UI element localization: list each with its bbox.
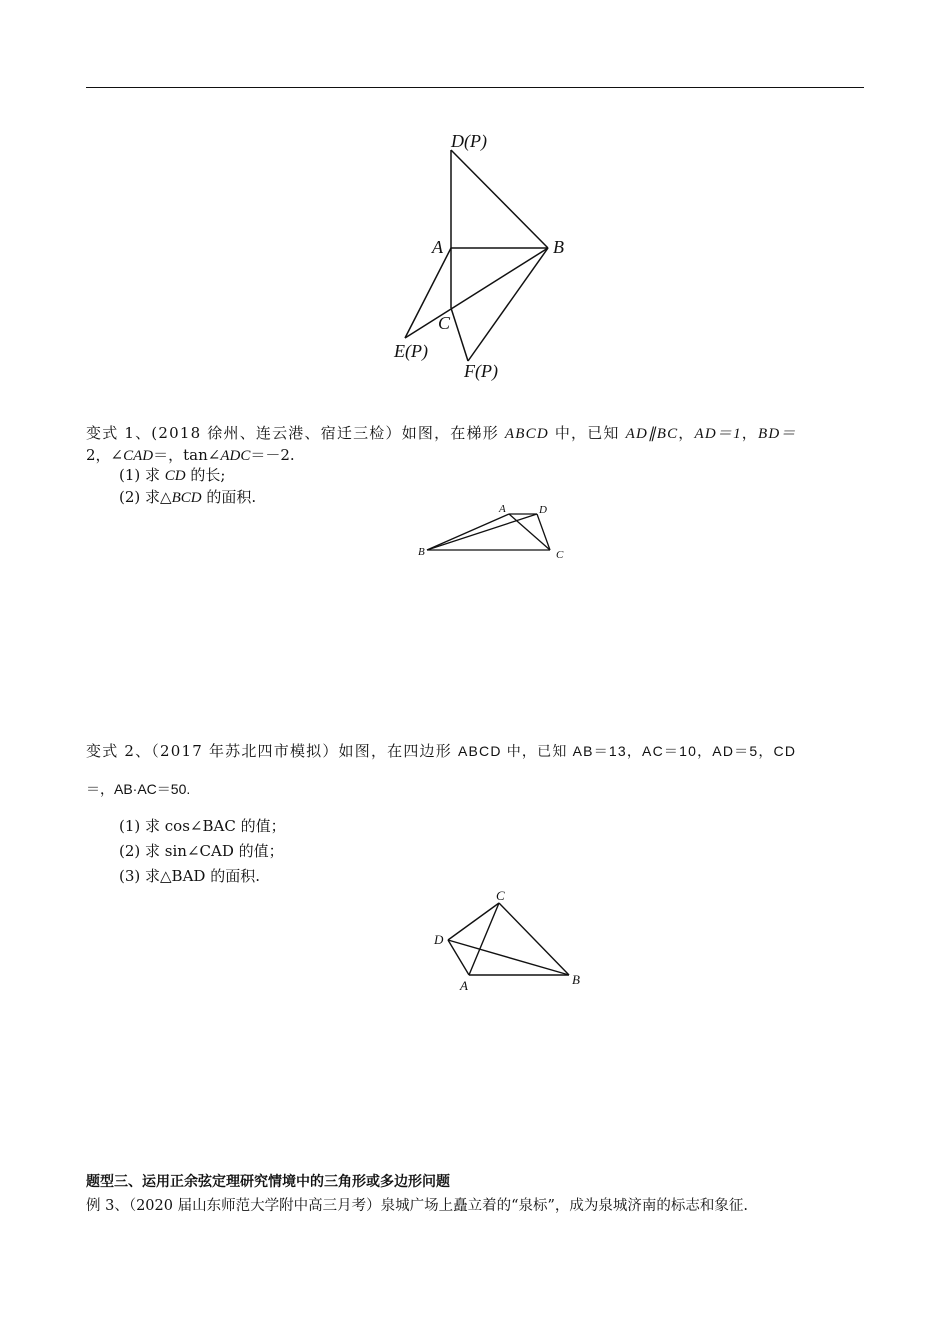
label-b: B	[572, 972, 580, 987]
variant2-question2: (2) 求 sin∠CAD 的值；	[119, 842, 284, 860]
variant1-question1: (1) 求 CD 的长;	[119, 466, 226, 484]
label-c: C	[496, 888, 505, 903]
label-f: F(P)	[464, 361, 498, 381]
label-b: B	[553, 237, 564, 257]
edge-b-d	[427, 514, 537, 550]
variant1-question2: (2) 求△BCD 的面积.	[119, 488, 257, 506]
variant1-line1: 变式 1、(2018 徐州、连云港、宿迁三检）如图，在梯形 ABCD 中，已知 AD∥BC，AD＝1，BD＝	[86, 424, 797, 442]
label-a: A	[499, 503, 506, 515]
header-rule	[86, 87, 864, 88]
variant2-question1: (1) 求 cos∠BAC 的值；	[119, 817, 286, 835]
label-c: C	[556, 549, 564, 561]
edge-b-a	[427, 514, 509, 550]
label-d: D	[434, 932, 444, 947]
figure-quadrilateral	[425, 882, 590, 997]
label-b: B	[418, 546, 425, 558]
figure-trapezoid	[410, 500, 575, 565]
example3-text: 例 3、（2020 届山东师范大学附中高三月考）泉城广场上矗立着的“泉标”，成为泉城济南的标志和象征.	[86, 1198, 749, 1214]
label-d: D(P)	[451, 131, 487, 151]
variant2-question3: (3) 求△BAD 的面积.	[119, 867, 260, 885]
edge-f-b	[468, 248, 548, 361]
variant2-line1: 变式 2、（2017 年苏北四市模拟）如图，在四边形 ABCD 中，已知 AB＝13，AC＝10，AD＝5，CD	[86, 742, 797, 760]
edge-c-f	[451, 308, 468, 361]
label-a: A	[460, 978, 468, 993]
variant1-line2: 2，∠CAD＝，tan∠ADC＝－2.	[86, 446, 295, 464]
label-e: E(P)	[394, 341, 428, 361]
label-d: D	[539, 504, 547, 516]
label-c: C	[438, 313, 451, 333]
label-a: A	[432, 237, 443, 257]
variant2-line2: ＝，AB·AC＝50.	[86, 781, 191, 797]
edge-dp-b	[451, 150, 548, 248]
section-heading: 题型三、运用正余弦定理研究情境中的三角形或多边形问题	[86, 1174, 450, 1190]
figure-folded-triangle	[380, 120, 564, 390]
edge-e-b	[405, 248, 548, 338]
